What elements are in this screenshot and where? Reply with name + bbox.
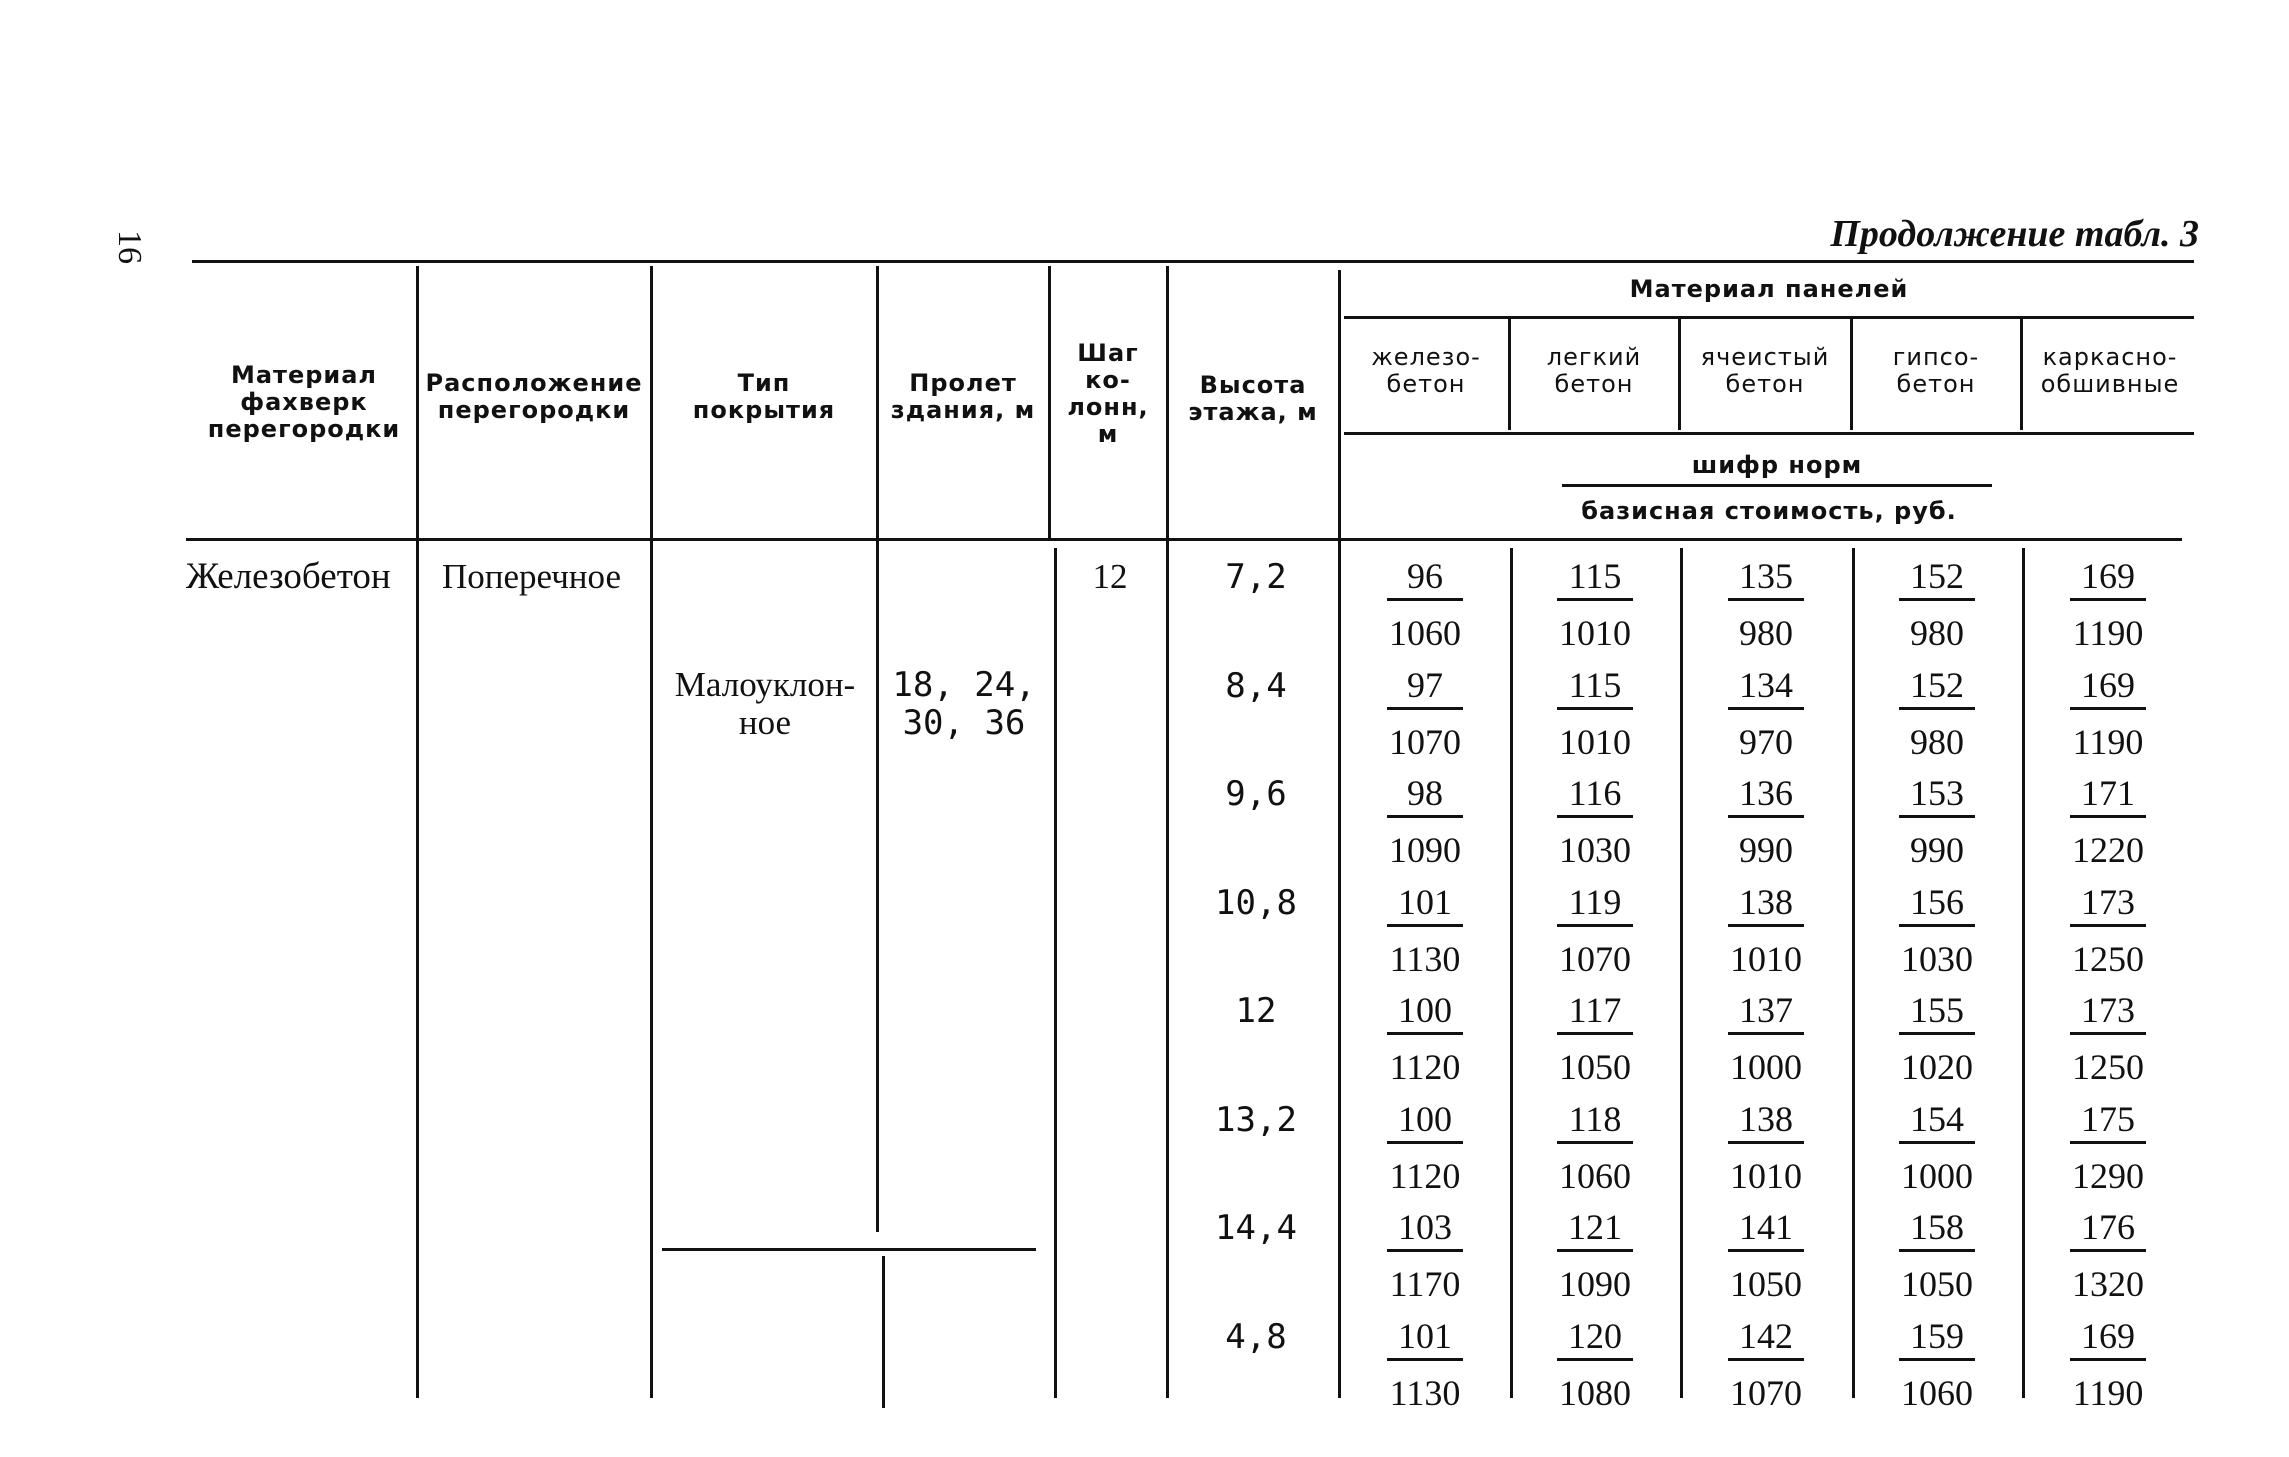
base-cost-value: 1010 [1730,938,1802,979]
base-cost-value: 1190 [2072,613,2144,653]
fraction-bar [1899,1141,1975,1144]
base-cost-value: 1050 [1559,1047,1631,1087]
norm-code-value: 159 [1910,1315,1964,1356]
norm-code-value: 138 [1739,1098,1793,1139]
base-cost-value: 1090 [1559,1264,1631,1304]
norm-value-cell [2048,665,2168,762]
table-top-rule [192,260,2194,263]
cell-column-step: 12 [1092,557,1128,596]
col-divider-3b [882,1256,885,1408]
norm-value-cell [1535,882,1655,979]
norm-value-cell [1535,1207,1655,1304]
norm-value-cell [1706,1099,1826,1196]
norm-code-value: 169 [2081,1315,2135,1356]
norm-code-value: 116 [1568,773,1622,813]
fraction-bar [1899,815,1975,818]
norm-code-value: 115 [1568,664,1622,705]
base-cost-value: 1060 [1559,1155,1631,1196]
base-cost-value: 1020 [1901,1047,1973,1087]
panel-types-rule [1344,432,2194,435]
norm-value-cell [1877,1207,1997,1304]
base-cost-value: 1000 [1730,1047,1802,1087]
base-cost-value: 970 [1739,721,1793,762]
norm-value-cell [1365,773,1485,870]
panel-divider-3 [1850,318,1853,430]
col-divider-5 [1166,266,1169,1398]
base-cost-value: 1050 [1901,1264,1973,1304]
norm-code-value: 173 [2081,881,2135,922]
base-cost-value: 1070 [1389,721,1461,762]
fraction-bar [1728,1358,1804,1361]
fraction-bar [1728,707,1804,710]
fraction-bar [1899,1358,1975,1361]
fraction-bar [2070,1249,2146,1252]
norm-code-value: 120 [1568,1315,1622,1356]
base-cost-value: 1030 [1559,830,1631,870]
base-cost-value: 990 [1910,830,1964,870]
fraction-bar [2070,1358,2146,1361]
floor-height-cell: 13,2 [1215,1099,1297,1140]
norm-code-value: 152 [1910,556,1964,596]
fraction-bar [1387,1141,1463,1144]
base-cost-value: 1130 [1389,938,1461,979]
header-roof-type: Тип покрытия [692,369,836,424]
norm-code-value: 156 [1910,881,1964,922]
fraction-bar [1387,1358,1463,1361]
norm-code-value: 152 [1910,664,1964,705]
norm-value-cell [1535,1316,1655,1413]
fraction-bar [2070,1141,2146,1144]
base-cost-value: 1250 [2072,1047,2144,1087]
fraction-bar [1557,707,1633,710]
fraction-bar [1899,598,1975,601]
fraction-bar [1728,1032,1804,1035]
fraction-bar [1387,924,1463,927]
base-cost-value: 1000 [1901,1155,1973,1196]
norm-value-cell [1365,1099,1485,1196]
fraction-bar [1728,1141,1804,1144]
norm-code-value: 103 [1398,1207,1452,1247]
fraction-bar [1899,924,1975,927]
fraction-bar [2070,598,2146,601]
norm-value-cell [2048,1316,2168,1413]
fraction-bar [1899,707,1975,710]
norm-code-value: 101 [1398,881,1452,922]
norm-value-cell [1706,882,1826,979]
header-partition-position: Расположение перегородки [425,369,643,424]
header-base-cost: базисная стоимость, руб. [1581,497,1957,525]
norm-code-value: 137 [1739,990,1793,1030]
norm-value-cell [1706,1316,1826,1413]
fraction-bar [1557,924,1633,927]
base-cost-value: 1190 [2072,721,2144,762]
base-cost-value: 990 [1739,830,1793,870]
norm-value-cell [1706,556,1826,653]
norm-value-cell [1877,773,1997,870]
norm-code-value: 118 [1568,1098,1622,1139]
body-divider-2 [1680,548,1683,1398]
norm-code-value: 115 [1568,556,1622,596]
header-panel-material: Материал панелей [1629,275,1909,303]
fraction-bar [1728,1249,1804,1252]
norm-value-cell [1706,1207,1826,1304]
fraction-bar [1387,1032,1463,1035]
fraction-bar [2070,1032,2146,1035]
header-column-step: Шаг ко- лонн, м [1067,339,1149,448]
norm-value-cell [1877,1099,1997,1196]
norm-value-cell [2048,773,2168,870]
header-panel-type-1: железо- бетон [1371,343,1481,398]
norm-value-cell [1877,990,1997,1087]
norm-code-value: 136 [1739,773,1793,813]
base-cost-value: 1030 [1901,938,1973,979]
base-cost-value: 1010 [1559,613,1631,653]
base-cost-value: 1060 [1389,613,1461,653]
base-cost-value: 1290 [2072,1155,2144,1196]
floor-height-cell: 10,8 [1215,882,1297,923]
norm-value-cell [1535,665,1655,762]
norm-code-value: 141 [1739,1207,1793,1247]
fraction-bar [2070,815,2146,818]
base-cost-value: 1090 [1389,830,1461,870]
norm-value-cell [1877,556,1997,653]
norm-value-cell [1365,665,1485,762]
base-cost-value: 1250 [2072,938,2144,979]
panel-divider-2 [1678,318,1681,430]
norm-code-value: 134 [1739,664,1793,705]
page-number: 16 [111,230,148,264]
norm-code-value: 138 [1739,881,1793,922]
norm-code-value: 158 [1910,1207,1964,1247]
norm-code-value: 119 [1568,881,1622,922]
base-cost-value: 1080 [1559,1372,1631,1413]
norm-code-value: 100 [1398,1098,1452,1139]
norm-value-cell [1877,1316,1997,1413]
norm-value-cell [1535,773,1655,870]
fraction-bar [1387,815,1463,818]
base-cost-value: 1010 [1730,1155,1802,1196]
header-norm-code: шифр норм [1691,451,1863,479]
col-divider-1 [416,266,419,1398]
norm-code-rule [1562,484,1992,487]
panel-divider-1 [1508,318,1511,430]
base-cost-value: 1060 [1901,1372,1973,1413]
floor-height-cell: 8,4 [1225,665,1287,706]
norm-value-cell [1365,556,1485,653]
fraction-bar [1557,1358,1633,1361]
norm-code-value: 175 [2081,1098,2135,1139]
norm-value-cell [1706,773,1826,870]
base-cost-value: 1220 [2072,830,2144,870]
norm-code-value: 169 [2081,664,2135,705]
base-cost-value: 980 [1910,721,1964,762]
norm-value-cell [1706,665,1826,762]
fraction-bar [1557,1141,1633,1144]
base-cost-value: 1320 [2072,1264,2144,1304]
base-cost-value: 980 [1910,613,1964,653]
fraction-bar [1899,1249,1975,1252]
norm-value-cell [1365,1316,1485,1413]
norm-code-value: 155 [1910,990,1964,1030]
base-cost-value: 1010 [1559,721,1631,762]
col-divider-6 [1338,270,1341,1398]
norm-code-value: 117 [1568,990,1622,1030]
norm-value-cell [2048,882,2168,979]
norm-code-value: 142 [1739,1315,1793,1356]
norm-code-value: 98 [1407,773,1443,813]
cell-roof-type: Малоуклон- ное [674,665,856,742]
header-panel-type-5: каркасно- обшивные [2040,343,2180,398]
norm-value-cell [2048,556,2168,653]
fraction-bar [1557,815,1633,818]
fraction-bar [2070,924,2146,927]
base-cost-value: 1120 [1389,1155,1461,1196]
base-cost-value: 1070 [1559,938,1631,979]
norm-code-value: 121 [1568,1207,1622,1247]
body-divider-3 [1852,548,1855,1398]
fraction-bar [1557,598,1633,601]
norm-code-value: 96 [1407,556,1443,596]
norm-code-value: 101 [1398,1315,1452,1356]
fraction-bar [1728,924,1804,927]
fraction-bar [1387,707,1463,710]
norm-value-cell [1877,882,1997,979]
norm-code-value: 100 [1398,990,1452,1030]
fraction-bar [1899,1032,1975,1035]
norm-value-cell [2048,990,2168,1087]
fraction-bar [1728,598,1804,601]
base-cost-value: 1050 [1730,1264,1802,1304]
base-cost-value: 1190 [2072,1372,2144,1413]
col-divider-2 [650,266,653,1398]
header-panel-type-2: легкий бетон [1546,343,1642,398]
norm-value-cell [2048,1207,2168,1304]
norm-value-cell [1365,990,1485,1087]
fraction-bar [1557,1249,1633,1252]
fraction-bar [1557,1032,1633,1035]
cell-position: Поперечное [442,557,621,596]
norm-code-value: 171 [2081,773,2135,813]
header-material-frame: Материал фахверк перегородки [207,361,401,443]
header-panel-type-3: ячеистый бетон [1700,343,1830,398]
norm-code-value: 154 [1910,1098,1964,1139]
base-cost-value: 1130 [1389,1372,1461,1413]
body-divider-1 [1510,548,1513,1398]
base-cost-value: 980 [1739,613,1793,653]
header-panel-type-4: гипсо- бетон [1892,343,1980,398]
cell-span: 18, 24, 30, 36 [892,665,1036,743]
col-divider-4 [1048,266,1051,538]
norm-code-value: 169 [2081,556,2135,596]
col-divider-4b [1054,548,1057,1398]
floor-height-cell: 12 [1235,991,1277,1031]
norm-value-cell [1706,990,1826,1087]
base-cost-value: 1170 [1389,1264,1461,1304]
base-cost-value: 1070 [1730,1372,1802,1413]
body-divider-4 [2022,548,2025,1398]
fraction-bar [1387,598,1463,601]
continuation-label: Продолжение табл. 3 [1830,213,2199,255]
norm-value-cell [1365,882,1485,979]
base-cost-value: 1120 [1389,1047,1461,1087]
norm-value-cell [1365,1207,1485,1304]
cell-material: Железобетон [186,556,391,597]
floor-height-cell: 4,8 [1225,1316,1287,1357]
fraction-bar [1387,1249,1463,1252]
panel-material-rule [1344,316,2194,319]
norm-code-value: 176 [2081,1207,2135,1247]
col-divider-3 [876,266,879,1232]
norm-code-value: 135 [1739,556,1793,596]
norm-value-cell [1535,1099,1655,1196]
floor-height-cell: 9,6 [1225,774,1287,814]
norm-value-cell [1535,556,1655,653]
fraction-bar [2070,707,2146,710]
roof-group-rule [662,1248,1036,1251]
floor-height-cell: 7,2 [1225,557,1287,597]
norm-value-cell [1535,990,1655,1087]
norm-value-cell [2048,1099,2168,1196]
fraction-bar [1728,815,1804,818]
header-span: Пролет здания, м [890,369,1036,424]
floor-height-cell: 14,4 [1215,1208,1297,1248]
header-bottom-rule [186,538,2182,541]
norm-code-value: 153 [1910,773,1964,813]
header-floor-height: Высота этажа, м [1188,371,1318,426]
norm-value-cell [1877,665,1997,762]
panel-divider-4 [2020,318,2023,430]
norm-code-value: 97 [1407,664,1443,705]
norm-code-value: 173 [2081,990,2135,1030]
